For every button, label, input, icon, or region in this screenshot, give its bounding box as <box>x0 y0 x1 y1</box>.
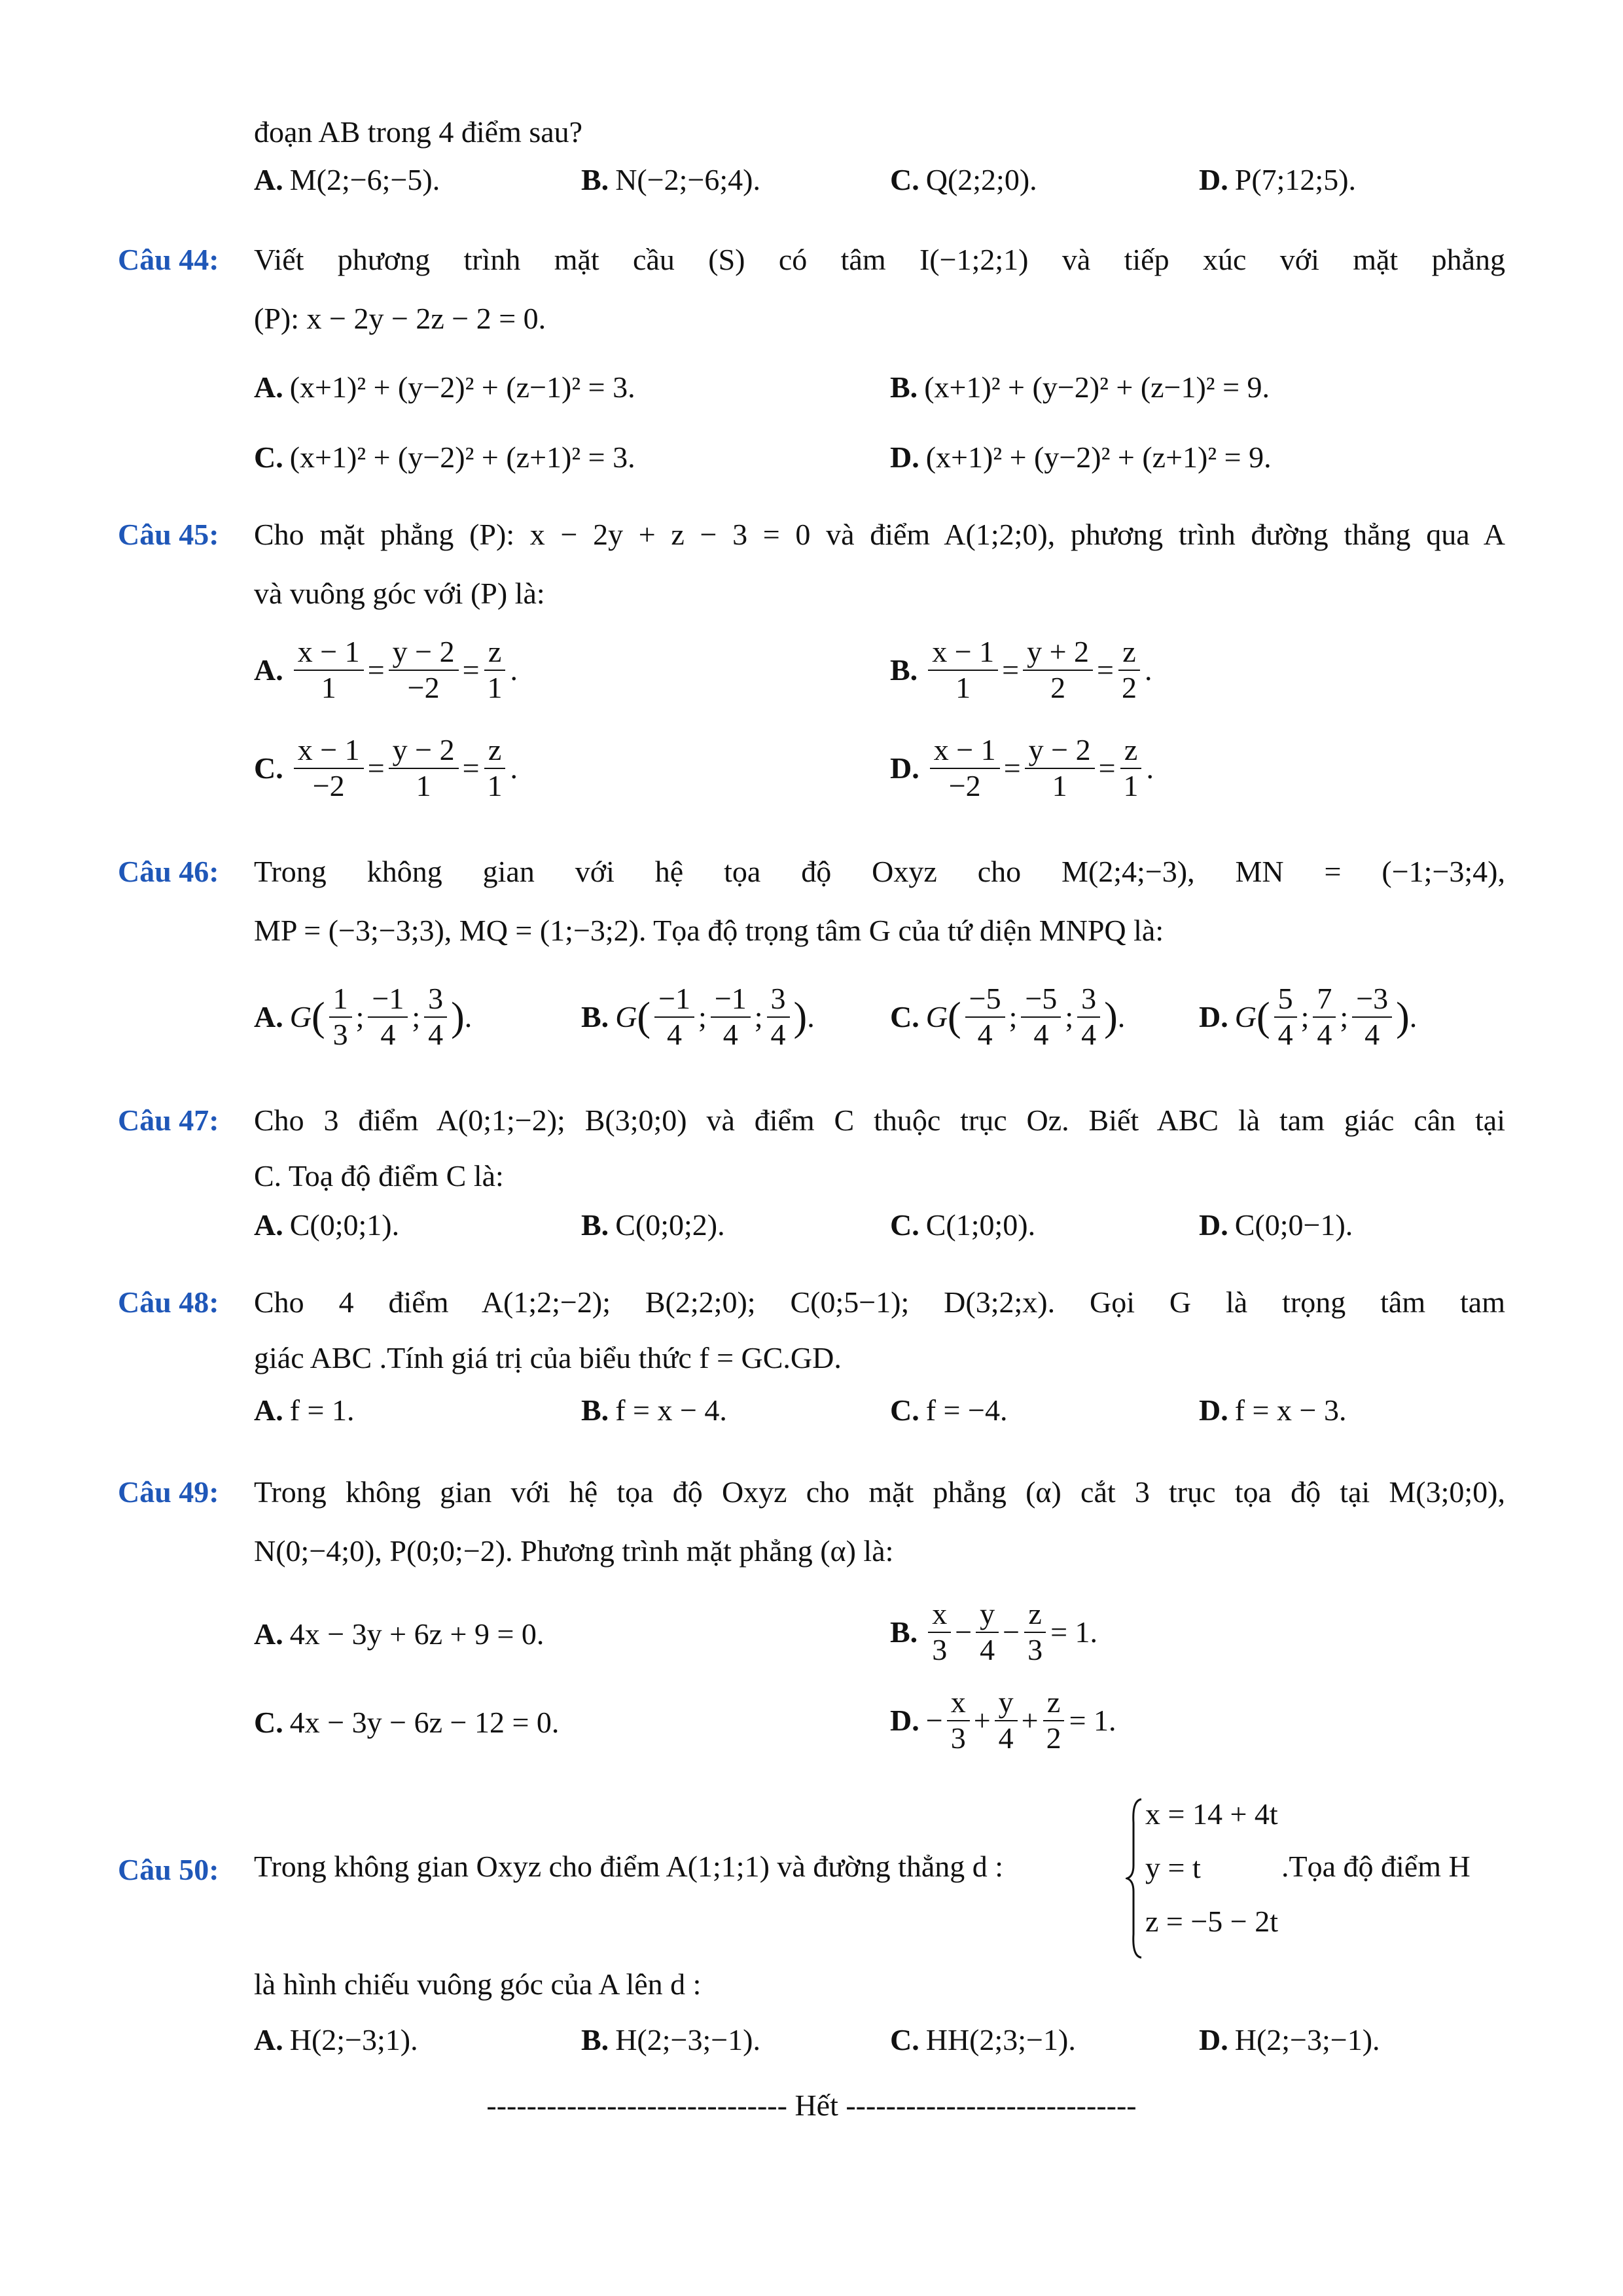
q50-option-d: D. H(2;−3;−1). <box>1199 2023 1380 2056</box>
q48-option-c: C. f = −4. <box>890 1393 1008 1427</box>
fraction: $\frac{-1}{4}$ <box>711 982 751 1052</box>
fraction: $\frac{-5}{4}$ <box>965 982 1005 1052</box>
q44-label: Câu 44: <box>118 243 219 276</box>
q50-stem-line1: Trong không gian Oxyz cho điểm A(1;1;1) và đường thẳng d : <box>254 1850 1004 1883</box>
q48-stem-line2: giác ABC .Tính giá trị của biểu thức f = GC.GD. <box>254 1341 842 1374</box>
fraction: $\frac{y}{4}$ <box>995 1685 1018 1756</box>
q46-stem-line2: MP = (−3;−3;3), MQ = (1;−3;2). Tọa độ trọng tâm G của tứ diện MNPQ là: <box>254 914 1164 947</box>
system-eq-y: y = t <box>1145 1851 1201 1884</box>
q50-stem-line2: là hình chiếu vuông góc của A lên d : <box>254 1967 702 2001</box>
q47-stem-line2: C. Toạ độ điểm C là: <box>254 1159 504 1193</box>
q50-option-b: B. H(2;−3;−1). <box>581 2023 760 2056</box>
q45-option-a: A. $\frac{x - 1}{1}$ = $\frac{y - 2}{-2}$ = $\frac{z}{1}$ . <box>254 635 518 704</box>
fraction: $\frac{z}{3}$ <box>1024 1597 1046 1668</box>
fraction: $\frac{x}{3}$ <box>928 1597 951 1668</box>
q50-stem-tail: .Tọa độ điểm H <box>1281 1850 1471 1883</box>
q45-option-c: C. $\frac{x - 1}{-2}$ = $\frac{y - 2}{1}$ = $\frac{z}{1}$ . <box>254 733 518 802</box>
q47-option-a: A. C(0;0;1). <box>254 1208 400 1242</box>
q48-option-a: A. f = 1. <box>254 1393 355 1427</box>
fraction: $\frac{y - 2}{1}$ <box>1025 733 1095 804</box>
q46-option-d: D. G ( $\frac{5}{4}$ ; $\frac{7}{4}$ ; $\frac{-3}{4}$ ) . <box>1199 982 1418 1051</box>
q46-option-c: C. G ( $\frac{-5}{4}$ ; $\frac{-5}{4}$ ; $\frac{3}{4}$ ) . <box>890 982 1126 1051</box>
fraction: $\frac{x - 1}{1}$ <box>928 635 998 706</box>
q50-label: Câu 50: <box>118 1853 219 1886</box>
q48-label: Câu 48: <box>118 1285 219 1319</box>
q49-label: Câu 49: <box>118 1475 219 1509</box>
fraction: $\frac{x - 1}{-2}$ <box>294 733 364 804</box>
q43-option-b: B. N(−2;−6;4). <box>581 163 760 196</box>
q49-stem-line2: N(0;−4;0), P(0;0;−2). Phương trình mặt phẳng (α) là: <box>254 1534 894 1568</box>
q43-stem: đoạn AB trong 4 điểm sau? <box>254 115 583 149</box>
fraction: $\frac{1}{3}$ <box>329 982 352 1052</box>
q46-option-a: A. G ( $\frac{1}{3}$ ; $\frac{-1}{4}$ ; $\frac{3}{4}$ ) . <box>254 982 473 1051</box>
q49-stem-line1: Trong không gian với hệ tọa độ Oxyz cho mặt phẳng (α) cắt 3 trục tọa độ tại M(3;0;0), <box>254 1475 1505 1509</box>
fraction: $\frac{3}{4}$ <box>767 982 790 1052</box>
q46-label: Câu 46: <box>118 855 219 888</box>
fraction: $\frac{z}{1}$ <box>1120 733 1143 804</box>
q44-option-b: B. (x+1)² + (y−2)² + (z−1)² = 9. <box>890 370 1270 404</box>
q45-option-d: D. $\frac{x - 1}{-2}$ = $\frac{y - 2}{1}$ = $\frac{z}{1}$ . <box>890 733 1154 802</box>
fraction: $\frac{-1}{4}$ <box>654 982 694 1052</box>
system-eq-x: x = 14 + 4t <box>1145 1797 1278 1831</box>
q49-option-a: A. 4x − 3y + 6z + 9 = 0. <box>254 1617 544 1651</box>
brace-icon <box>1126 1797 1144 1960</box>
q49-option-d: D. − $\frac{x}{3}$ + $\frac{y}{4}$ + $\frac{z}{2}$ = 1. <box>890 1685 1116 1755</box>
q50-option-a: A. H(2;−3;1). <box>254 2023 418 2056</box>
q44-stem-line1: Viết phương trình mặt cầu (S) có tâm I(−1;2;1) và tiếp xúc với mặt phẳng <box>254 243 1505 276</box>
q47-option-c: C. C(1;0;0). <box>890 1208 1036 1242</box>
q49-option-b: B. $\frac{x}{3}$ − $\frac{y}{4}$ − $\frac{z}{3}$ = 1. <box>890 1597 1098 1666</box>
fraction: $\frac{y - 2}{-2}$ <box>389 635 459 706</box>
fraction: $\frac{y - 2}{1}$ <box>389 733 459 804</box>
fraction: $\frac{x - 1}{1}$ <box>294 635 364 706</box>
end-marker: ------------------------------ Hết ----------------------------- <box>486 2089 1137 2122</box>
q46-option-b: B. G ( $\frac{-1}{4}$ ; $\frac{-1}{4}$ ; $\frac{3}{4}$ ) . <box>581 982 815 1051</box>
q47-option-d: D. C(0;0−1). <box>1199 1208 1353 1242</box>
q44-stem-line2: (P): x − 2y − 2z − 2 = 0. <box>254 302 546 335</box>
fraction: $\frac{x - 1}{-2}$ <box>930 733 1000 804</box>
q44-option-d: D. (x+1)² + (y−2)² + (z+1)² = 9. <box>890 440 1272 474</box>
q43-option-a: A. M(2;−6;−5). <box>254 163 440 196</box>
fraction: $\frac{z}{1}$ <box>484 635 507 706</box>
q45-stem-line2: và vuông góc với (P) là: <box>254 577 545 610</box>
fraction: $\frac{-3}{4}$ <box>1352 982 1392 1052</box>
q50-option-c: C. HH(2;3;−1). <box>890 2023 1076 2056</box>
q45-option-b: B. $\frac{x - 1}{1}$ = $\frac{y + 2}{2}$ = $\frac{z}{2}$ . <box>890 635 1152 704</box>
fraction: $\frac{3}{4}$ <box>424 982 447 1052</box>
fraction: $\frac{x}{3}$ <box>947 1685 970 1756</box>
fraction: $\frac{5}{4}$ <box>1274 982 1297 1052</box>
fraction: $\frac{-5}{4}$ <box>1021 982 1061 1052</box>
system-eq-z: z = −5 − 2t <box>1145 1905 1279 1938</box>
q44-option-a: A. (x+1)² + (y−2)² + (z−1)² = 3. <box>254 370 635 404</box>
fraction: $\frac{-1}{4}$ <box>368 982 408 1052</box>
q45-label: Câu 45: <box>118 518 219 551</box>
q46-stem-line1: Trong không gian với hệ tọa độ Oxyz cho M(2;4;−3), MN = (−1;−3;4), <box>254 855 1505 888</box>
q43-option-d: D. P(7;12;5). <box>1199 163 1357 196</box>
q49-option-c: C. 4x − 3y − 6z − 12 = 0. <box>254 1706 560 1739</box>
q48-option-b: B. f = x − 4. <box>581 1393 727 1427</box>
q48-option-d: D. f = x − 3. <box>1199 1393 1347 1427</box>
q44-option-c: C. (x+1)² + (y−2)² + (z+1)² = 3. <box>254 440 635 474</box>
fraction: $\frac{3}{4}$ <box>1077 982 1100 1052</box>
fraction: $\frac{y}{4}$ <box>976 1597 999 1668</box>
fraction: $\frac{y + 2}{2}$ <box>1023 635 1093 706</box>
fraction: $\frac{7}{4}$ <box>1313 982 1336 1052</box>
q47-option-b: B. C(0;0;2). <box>581 1208 725 1242</box>
q45-stem-line1: Cho mặt phẳng (P): x − 2y + z − 3 = 0 và điểm A(1;2;0), phương trình đường thẳng qua A <box>254 518 1505 551</box>
q47-stem-line1: Cho 3 điểm A(0;1;−2); B(3;0;0) và điểm C thuộc trục Oz. Biết ABC là tam giác cân tại <box>254 1103 1505 1137</box>
fraction: $\frac{z}{2}$ <box>1043 1685 1065 1756</box>
q43-option-c: C. Q(2;2;0). <box>890 163 1037 196</box>
fraction: $\frac{z}{2}$ <box>1118 635 1141 706</box>
fraction: $\frac{z}{1}$ <box>484 733 507 804</box>
q47-label: Câu 47: <box>118 1103 219 1137</box>
q48-stem-line1: Cho 4 điểm A(1;2;−2); B(2;2;0); C(0;5−1); D(3;2;x). Gọi G là trọng tâm tam <box>254 1285 1505 1319</box>
